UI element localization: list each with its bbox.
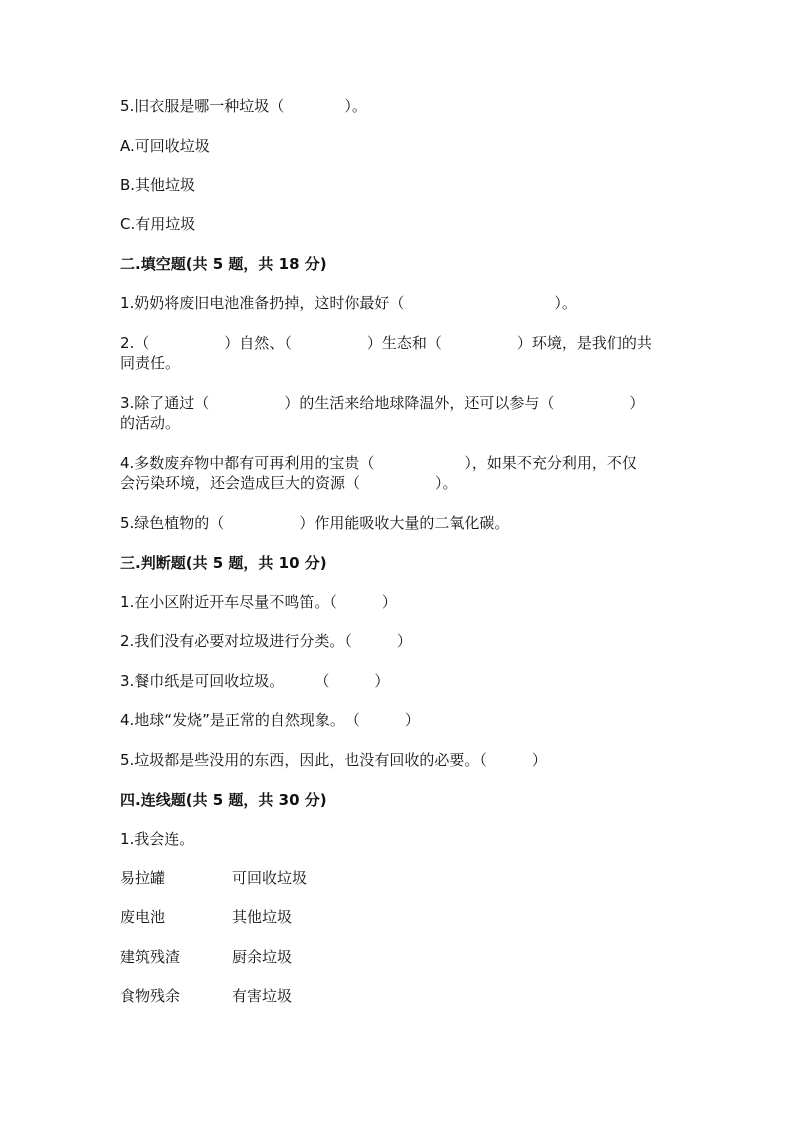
tf-item-5: 5.垃圾都是些没用的东西，因此，也没有回收的必要。（ ） — [120, 751, 547, 769]
match-left-2: 废电池 — [120, 908, 166, 926]
matching-prompt: 1.我会连。 — [120, 830, 195, 848]
match-left-1: 易拉罐 — [120, 869, 166, 887]
fill-item-5: 5.绿色植物的（ ）作用能吸收大量的二氧化碳。 — [120, 514, 510, 532]
match-right-2: 其他垃圾 — [232, 908, 293, 926]
section-title-fill-blank: 二.填空题(共 5 题，共 18 分) — [120, 255, 327, 273]
option-b: B.其他垃圾 — [120, 176, 196, 194]
fill-item-2-line1: 2.（ ）自然、（ ）生态和（ ）环境，是我们的共 — [120, 334, 652, 352]
match-left-4: 食物残余 — [120, 987, 181, 1005]
tf-item-4: 4.地球“发烧”是正常的自然现象。 （ ） — [120, 711, 420, 729]
section-title-true-false: 三.判断题(共 5 题，共 10 分) — [120, 554, 327, 572]
fill-item-2-line2: 同责任。 — [120, 354, 181, 372]
match-right-1: 可回收垃圾 — [232, 869, 308, 887]
fill-item-4-line1: 4.多数废弃物中都有可再利用的宝贵（ ），如果不充分利用，不仅 — [120, 454, 637, 472]
match-right-4: 有害垃圾 — [232, 987, 293, 1005]
option-a: A.可回收垃圾 — [120, 137, 210, 155]
tf-item-1: 1.在小区附近开车尽量不鸣笛。（ ） — [120, 593, 397, 611]
tf-item-3: 3.餐巾纸是可回收垃圾。 （ ） — [120, 672, 390, 690]
fill-item-4-line2: 会污染环境，还会造成巨大的资源（ ）。 — [120, 474, 458, 492]
fill-item-1: 1.奶奶将废旧电池准备扔掉，这时你最好（ ）。 — [120, 294, 577, 312]
question-5: 5.旧衣服是哪一种垃圾（ ）。 — [120, 97, 367, 115]
section-title-matching: 四.连线题(共 5 题，共 30 分) — [120, 791, 327, 809]
match-left-3: 建筑残渣 — [120, 948, 181, 966]
fill-item-3-line2: 的活动。 — [120, 414, 181, 432]
option-c: C.有用垃圾 — [120, 215, 196, 233]
match-right-3: 厨余垃圾 — [232, 948, 293, 966]
fill-item-3-line1: 3.除了通过（ ）的生活来给地球降温外，还可以参与（ ） — [120, 394, 645, 412]
tf-item-2: 2.我们没有必要对垃圾进行分类。（ ） — [120, 632, 412, 650]
